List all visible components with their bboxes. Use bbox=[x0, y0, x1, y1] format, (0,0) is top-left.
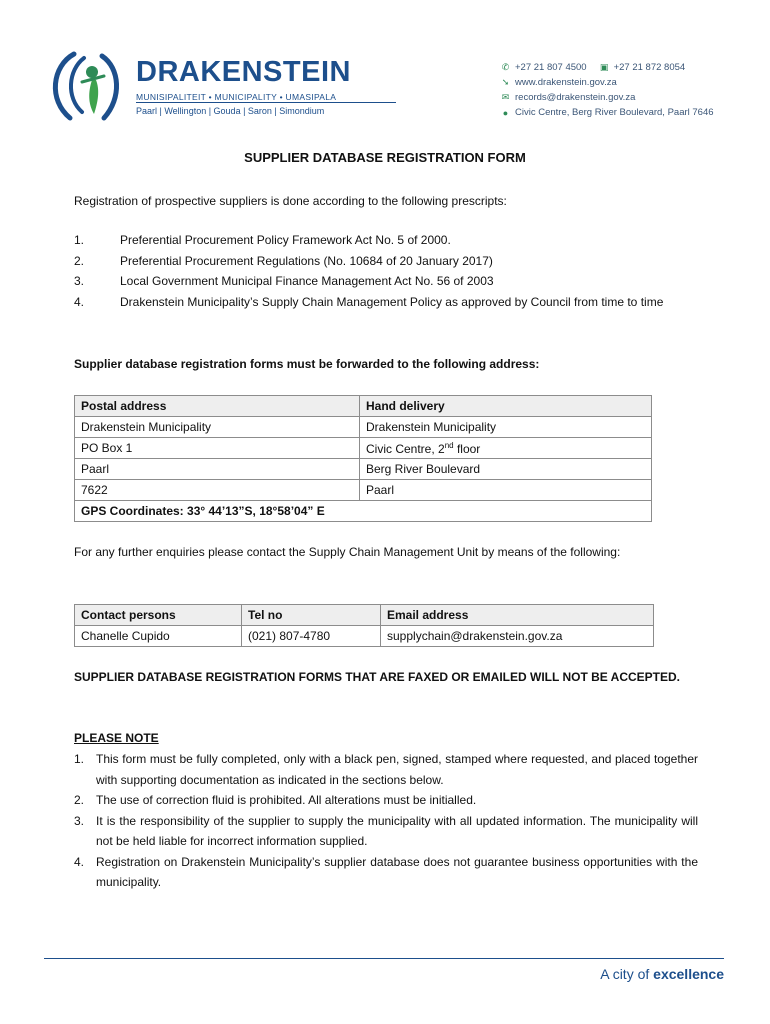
contact-fax: +27 21 872 8054 bbox=[613, 62, 686, 73]
fax-icon: ▣ bbox=[599, 62, 609, 72]
brand-divider bbox=[136, 102, 396, 103]
phone-icon: ✆ bbox=[501, 62, 510, 72]
contact-email[interactable]: records@drakenstein.gov.za bbox=[515, 92, 636, 103]
list-item: 1. Preferential Procurement Policy Framework Act No. 5 of 2000. bbox=[74, 233, 451, 247]
brand-towns: Paarl | Wellington | Gouda | Saron | Simondium bbox=[136, 106, 325, 116]
drakenstein-emblem-icon bbox=[44, 48, 128, 124]
list-item: 1. This form must be fully completed, only with a black pen, signed, stamped where requested, and placed together with supporting documentation as indicated in the sections below. bbox=[74, 752, 698, 787]
contact-table: Contact persons Tel no Email address Chanelle Cupido (021) 807-4780 supplychain@drakenstein.gov.za bbox=[74, 604, 654, 647]
warning-text: SUPPLIER DATABASE REGISTRATION FORMS THAT ARE FAXED OR EMAILED WILL NOT BE ACCEPTED. bbox=[74, 670, 681, 684]
notes-list bbox=[74, 749, 698, 893]
footer-divider bbox=[44, 958, 724, 959]
list-item: 2. The use of correction fluid is prohibited. All alterations must be initialled. bbox=[74, 793, 477, 807]
enquiries-text: For any further enquiries please contact the Supply Chain Management Unit by means of the following: bbox=[74, 545, 621, 559]
table-row: Drakenstein Municipality Drakenstein Municipality bbox=[75, 417, 652, 438]
contact-details bbox=[500, 60, 740, 120]
table-row: PO Box 1 Civic Centre, 2nd floor bbox=[75, 438, 652, 459]
cursor-icon: ➘ bbox=[501, 77, 510, 87]
brand-name: DRAKENSTEIN bbox=[136, 56, 351, 88]
list-item: 3. It is the responsibility of the supplier to supply the municipality with all updated information. The municipality will not be held liable for incorrect information supplied. bbox=[74, 813, 698, 848]
address-table bbox=[74, 395, 652, 522]
contact-address: Civic Centre, Berg River Boulevard, Paarl 7646 bbox=[515, 107, 714, 118]
table-row bbox=[75, 501, 652, 522]
table-row: Paarl Berg River Boulevard bbox=[75, 459, 652, 480]
list-item: 2. Preferential Procurement Regulations (No. 10684 of 20 January 2017) bbox=[74, 253, 493, 268]
contact-website[interactable]: www.drakenstein.gov.za bbox=[515, 77, 617, 88]
table-row: 7622 Paarl bbox=[75, 480, 652, 501]
table-row: Chanelle Cupido (021) 807-4780 supplychain@drakenstein.gov.za bbox=[75, 626, 654, 647]
note-heading: PLEASE NOTE bbox=[74, 731, 159, 745]
brand-subtitle: MUNISIPALITEIT • MUNICIPALITY • UMASIPALA bbox=[136, 92, 337, 102]
contact-phone: +27 21 807 4500 bbox=[515, 62, 587, 73]
table-header: Hand delivery bbox=[360, 396, 652, 417]
form-title: SUPPLIER DATABASE REGISTRATION FORM bbox=[244, 150, 526, 165]
table-header: Postal address bbox=[75, 396, 360, 417]
list-item: 4. Drakenstein Municipality’s Supply Chain Management Policy as approved by Council from time to time bbox=[74, 294, 664, 309]
municipality-logo bbox=[44, 48, 364, 124]
location-pin-icon: ● bbox=[502, 107, 509, 118]
contact-email-cell[interactable]: supplychain@drakenstein.gov.za bbox=[381, 626, 654, 647]
gps-coordinates: GPS Coordinates: 33° 44’13”S, 18°58’04” E bbox=[75, 501, 652, 522]
footer-slogan: A city of excellence bbox=[600, 966, 724, 982]
prescripts-list bbox=[74, 230, 698, 312]
list-item: 4. Registration on Drakenstein Municipality’s supplier database does not guarantee business opportunities with the municipality. bbox=[74, 854, 698, 889]
intro-text: Registration of prospective suppliers is done according to the following prescripts: bbox=[74, 194, 507, 208]
address-heading: Supplier database registration forms must be forwarded to the following address: bbox=[74, 357, 540, 371]
list-item: 3. Local Government Municipal Finance Management Act No. 56 of 2003 bbox=[74, 274, 494, 288]
mail-icon: ✉ bbox=[501, 92, 510, 102]
